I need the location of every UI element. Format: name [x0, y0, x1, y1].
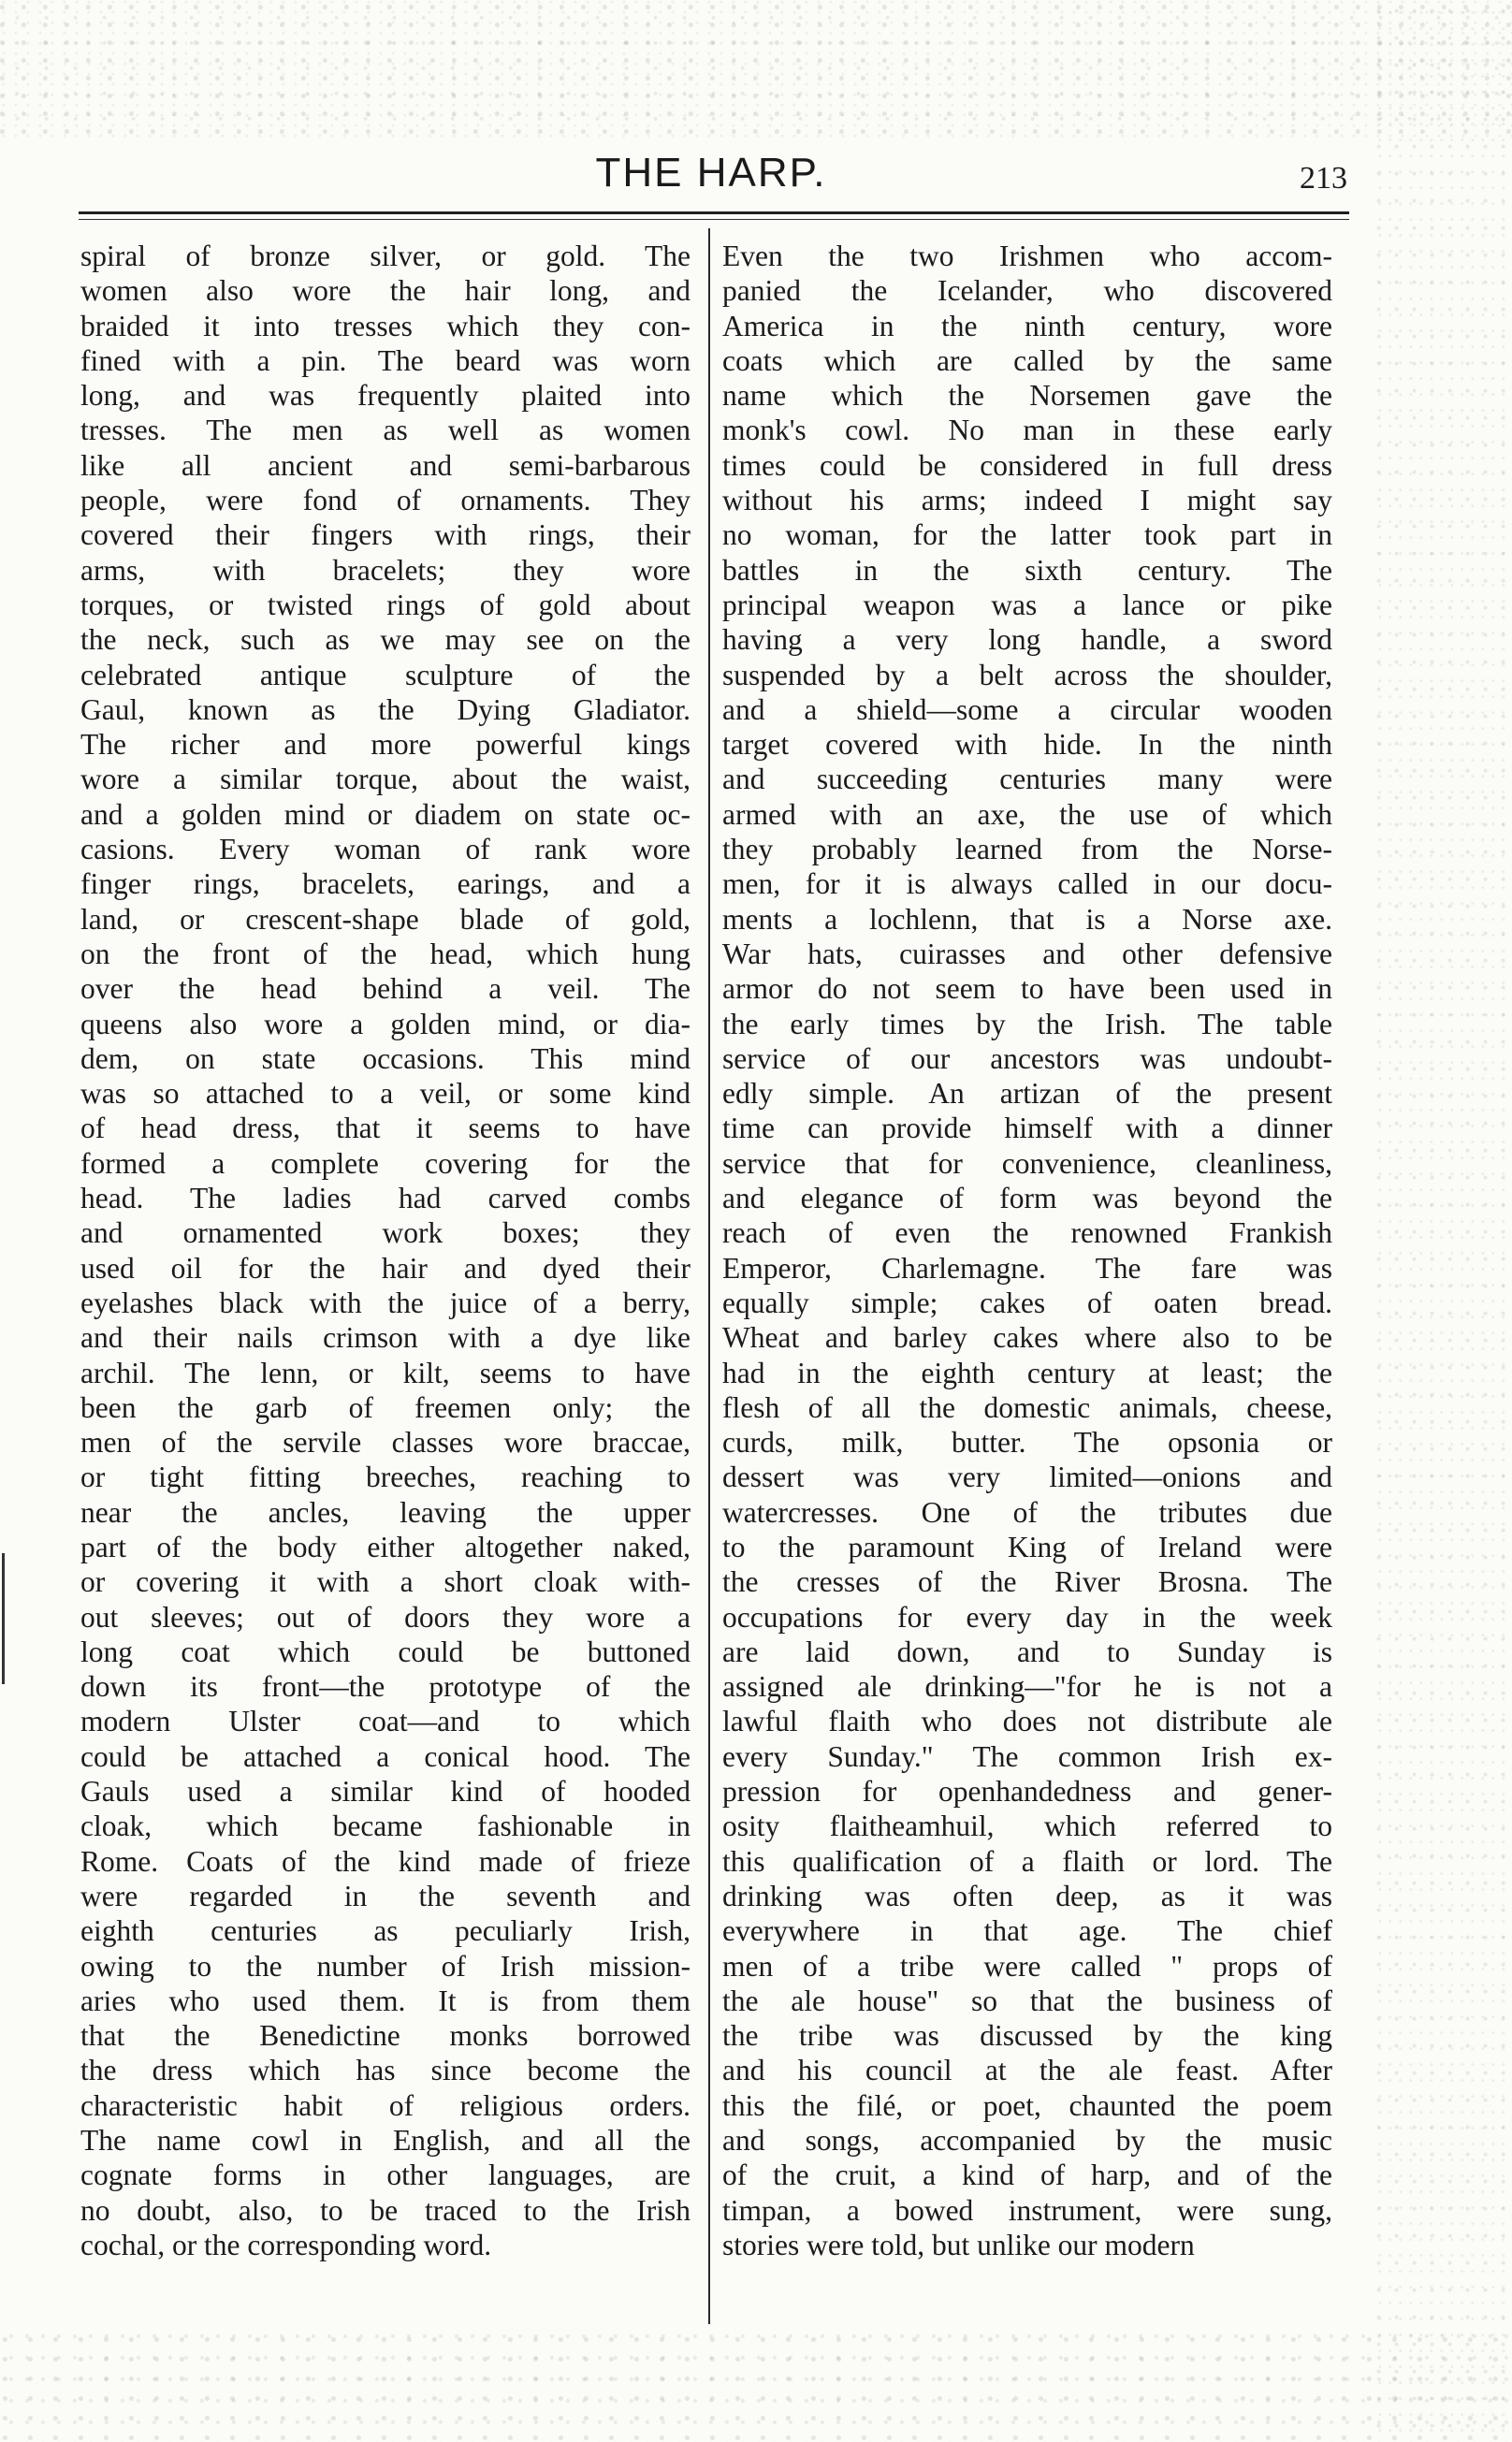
text-line: the tribe was discussed by the king	[722, 2019, 1332, 2053]
text-line: Gaul, known as the Dying Gladiator.	[80, 692, 691, 726]
text-line: covered their fingers with rings, their	[80, 518, 691, 552]
text-line: wore a similar torque, about the waist,	[80, 763, 691, 796]
text-line: to the paramount King of Ireland were	[722, 1530, 1332, 1563]
column-divider	[708, 228, 710, 2324]
scan-speckle-top	[0, 0, 1512, 140]
text-line: been the garb of freemen only; the	[80, 1390, 691, 1424]
text-line: assigned ale drinking—"for he is not a	[722, 1670, 1332, 1704]
text-line: like all ancient and semi-barbarous	[80, 448, 691, 482]
text-line: stories were told, but unlike our modern	[722, 2228, 1195, 2261]
text-line: spiral of bronze silver, or gold. The	[80, 240, 691, 272]
text-line: aries who used them. It is from them	[80, 1984, 691, 2017]
text-line: no woman, for the latter took part in	[722, 518, 1332, 552]
text-line: cognate forms in other languages, are	[80, 2159, 691, 2192]
text-line: casions. Every woman of rank wore	[80, 833, 691, 866]
text-line: people, were fond of ornaments. They	[80, 484, 691, 517]
text-line: or tight fitting breeches, reaching to	[80, 1461, 691, 1494]
text-line: monk's cowl. No man in these early	[722, 414, 1332, 447]
header-rule-thick	[79, 211, 1349, 214]
left-text-column	[80, 239, 691, 2262]
text-line: every Sunday." The common Irish ex-	[722, 1739, 1332, 1773]
text-line: modern Ulster coat—and to which	[80, 1705, 691, 1738]
scan-speckle-bottom	[0, 2330, 1512, 2442]
text-line: suspended by a belt across the shoulder,	[722, 658, 1332, 691]
text-line: torques, or twisted rings of gold about	[80, 588, 691, 621]
text-line: fined with a pin. The beard was worn	[80, 343, 691, 377]
text-line: and elegance of form was beyond the	[722, 1182, 1332, 1215]
text-line: the early times by the Irish. The table	[722, 1007, 1332, 1040]
text-line: had in the eighth century at least; the	[722, 1356, 1332, 1389]
text-line: and songs, accompanied by the music	[722, 2124, 1332, 2158]
text-line: armed with an axe, the use of which	[722, 797, 1332, 831]
text-line: dessert was very limited—onions and	[722, 1461, 1332, 1494]
text-line: no doubt, also, to be traced to the Irish	[80, 2193, 691, 2227]
margin-scan-mark	[2, 1553, 5, 1684]
text-line: part of the body either altogether naked,	[80, 1530, 691, 1563]
text-line: ments a lochlenn, that is a Norse axe.	[722, 902, 1332, 936]
text-line: lawful flaith who does not distribute ale	[722, 1705, 1332, 1738]
text-line: Even the two Irishmen who accom-	[722, 240, 1332, 272]
text-line: the cresses of the River Brosna. The	[722, 1565, 1332, 1599]
page-number: 213	[1300, 161, 1347, 196]
text-line: was so attached to a veil, or some kind	[80, 1077, 691, 1111]
text-line: the neck, such as we may see on the	[80, 623, 691, 657]
text-line: principal weapon was a lance or pike	[722, 588, 1332, 621]
text-line: eighth centuries as peculiarly Irish,	[80, 1914, 691, 1948]
text-line: coats which are called by the same	[722, 343, 1332, 377]
text-line: curds, milk, butter. The opsonia or	[722, 1426, 1332, 1460]
text-line: battles in the sixth century. The	[722, 553, 1332, 587]
text-line: out sleeves; out of doors they wore a	[80, 1600, 691, 1634]
text-line: formed a complete covering for the	[80, 1146, 691, 1180]
text-line: this qualification of a flaith or lord. The	[722, 1844, 1332, 1878]
text-line: reach of even the renowned Frankish	[722, 1216, 1332, 1250]
text-line: The name cowl in English, and all the	[80, 2124, 691, 2158]
text-line: could be attached a conical hood. The	[80, 1739, 691, 1773]
text-line: the dress which has since become the	[80, 2054, 691, 2087]
text-line: men, for it is always called in our docu-	[722, 867, 1332, 901]
text-line: finger rings, bracelets, earings, and a	[80, 867, 691, 901]
text-line: War hats, cuirasses and other defensive	[722, 937, 1332, 970]
text-line: near the ancles, leaving the upper	[80, 1495, 691, 1529]
text-line: osity flaitheamhuil, which referred to	[722, 1810, 1332, 1843]
header-rule-thin	[79, 219, 1349, 220]
text-line: timpan, a bowed instrument, were sung,	[722, 2193, 1332, 2227]
text-line: tresses. The men as well as women	[80, 414, 691, 447]
text-line: head. The ladies had carved combs	[80, 1182, 691, 1215]
text-line: flesh of all the domestic animals, cheese,	[722, 1390, 1332, 1424]
text-line: of the cruit, a kind of harp, and of the	[722, 2159, 1332, 2192]
text-line: characteristic habit of religious orders.	[80, 2088, 691, 2122]
text-line: and ornamented work boxes; they	[80, 1216, 691, 1250]
text-line: target covered with hide. In the ninth	[722, 728, 1332, 762]
text-line: time can provide himself with a dinner	[722, 1112, 1332, 1145]
text-line: owing to the number of Irish mission-	[80, 1949, 691, 1983]
text-line: and succeeding centuries many were	[722, 763, 1332, 796]
text-line: America in the ninth century, wore	[722, 309, 1332, 342]
text-line: dem, on state occasions. This mind	[80, 1041, 691, 1075]
text-line: the ale house" so that the business of	[722, 1984, 1332, 2017]
text-line: and a golden mind or diadem on state oc-	[80, 797, 691, 831]
scan-speckle-right	[1372, 0, 1512, 2442]
right-text-column	[722, 239, 1332, 2262]
text-line: service of our ancestors was undoubt-	[722, 1041, 1332, 1075]
text-line: occupations for every day in the week	[722, 1600, 1332, 1634]
text-line: panied the Icelander, who discovered	[722, 274, 1332, 308]
text-line: equally simple; cakes of oaten bread.	[722, 1286, 1332, 1319]
text-line: that the Benedictine monks borrowed	[80, 2019, 691, 2053]
text-line: eyelashes black with the juice of a berry,	[80, 1286, 691, 1319]
text-line: this the filé, or poet, chaunted the poem	[722, 2088, 1332, 2122]
text-line: queens also wore a golden mind, or dia-	[80, 1007, 691, 1040]
text-line: Gauls used a similar kind of hooded	[80, 1775, 691, 1809]
text-line: having a very long handle, a sword	[722, 623, 1332, 657]
text-line: land, or crescent-shape blade of gold,	[80, 902, 691, 936]
text-line: times could be considered in full dress	[722, 448, 1332, 482]
text-line: cochal, or the corresponding word.	[80, 2228, 492, 2261]
text-line: and a shield—some a circular wooden	[722, 692, 1332, 726]
text-line: braided it into tresses which they con-	[80, 309, 691, 342]
text-line: Emperor, Charlemagne. The fare was	[722, 1251, 1332, 1285]
text-line: long, and was frequently plaited into	[80, 379, 691, 413]
text-line: drinking was often deep, as it was	[722, 1879, 1332, 1912]
text-line: men of the servile classes wore braccae,	[80, 1426, 691, 1460]
text-line: archil. The lenn, or kilt, seems to have	[80, 1356, 691, 1389]
text-line: everywhere in that age. The chief	[722, 1914, 1332, 1948]
text-line: and his council at the ale feast. After	[722, 2054, 1332, 2087]
text-line: and their nails crimson with a dye like	[80, 1321, 691, 1355]
text-line: on the front of the head, which hung	[80, 937, 691, 970]
text-line: armor do not seem to have been used in	[722, 972, 1332, 1006]
text-line: watercresses. One of the tributes due	[722, 1495, 1332, 1529]
text-line: name which the Norsemen gave the	[722, 379, 1332, 413]
page-header	[75, 150, 1347, 206]
text-line: pression for openhandedness and gener-	[722, 1775, 1332, 1809]
text-line: women also wore the hair long, and	[80, 274, 691, 308]
text-line: service that for convenience, cleanliness,	[722, 1146, 1332, 1180]
text-line: they probably learned from the Norse-	[722, 833, 1332, 866]
text-line: down its front—the prototype of the	[80, 1670, 691, 1704]
running-title: THE HARP.	[595, 150, 827, 196]
text-line: long coat which could be buttoned	[80, 1635, 691, 1668]
text-line: celebrated antique sculpture of the	[80, 658, 691, 691]
text-line: were regarded in the seventh and	[80, 1879, 691, 1912]
text-line: used oil for the hair and dyed their	[80, 1251, 691, 1285]
text-line: The richer and more powerful kings	[80, 728, 691, 762]
text-line: men of a tribe were called " props of	[722, 1949, 1332, 1983]
text-line: are laid down, and to Sunday is	[722, 1635, 1332, 1668]
text-line: Rome. Coats of the kind made of frieze	[80, 1844, 691, 1878]
text-line: or covering it with a short cloak with-	[80, 1565, 691, 1599]
text-line: arms, with bracelets; they wore	[80, 553, 691, 587]
text-line: without his arms; indeed I might say	[722, 484, 1332, 517]
text-line: of head dress, that it seems to have	[80, 1112, 691, 1145]
text-line: cloak, which became fashionable in	[80, 1810, 691, 1843]
text-line: over the head behind a veil. The	[80, 972, 691, 1006]
text-line: edly simple. An artizan of the present	[722, 1077, 1332, 1111]
text-line: Wheat and barley cakes where also to be	[722, 1321, 1332, 1355]
